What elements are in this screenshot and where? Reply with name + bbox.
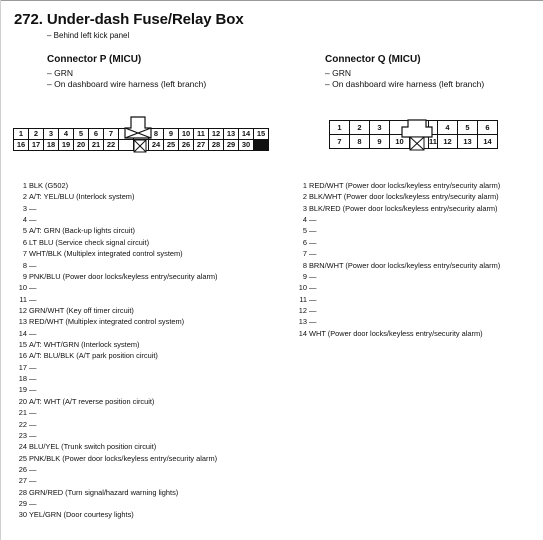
wire-description: — (29, 283, 37, 293)
wire-description: RED/WHT (Multiplex integrated control system) (29, 317, 185, 327)
pin-cell: 1 (14, 129, 28, 139)
wire-list-item (13, 328, 218, 339)
wire-pin-number: 12 (298, 305, 307, 315)
wire-description: RED/WHT (Power door locks/keyless entry/security alarm) (309, 181, 501, 190)
pin-cell: 9 (164, 129, 178, 139)
wire-pin-number: 10 (298, 283, 307, 293)
wire-list-item (13, 260, 218, 271)
wire-list-item (293, 237, 500, 248)
pin-cell: 26 (179, 140, 193, 150)
wire-list-item (13, 453, 218, 464)
pin-cell: 9 (370, 135, 389, 148)
wire-list-item (13, 203, 218, 214)
wire-list-item (13, 441, 218, 452)
wire-pin-number: 13 (298, 317, 307, 327)
connector-q-lock-tab (399, 117, 435, 151)
pin-cell: 13 (224, 129, 238, 139)
pin-cell: 2 (350, 121, 369, 134)
wire-list-item (13, 305, 218, 316)
wire-list-item (293, 191, 500, 202)
pin-cell: 2 (29, 129, 43, 139)
wire-list-item (13, 384, 218, 395)
pin-cell: 30 (239, 140, 253, 150)
wire-pin-number: 3 (302, 203, 307, 213)
wire-pin-number: 4 (302, 215, 307, 225)
pin-cell: 12 (209, 129, 223, 139)
wire-list-item (13, 294, 218, 305)
wire-list-item (293, 248, 500, 259)
wire-list-item (293, 282, 500, 293)
wire-pin-number: 14 (298, 328, 307, 338)
wire-description: — (29, 419, 37, 429)
wire-list-item (13, 509, 218, 520)
wire-pin-number: 24 (18, 442, 27, 452)
pin-cell: 5 (458, 121, 477, 134)
wire-pin-number: 27 (18, 476, 27, 486)
wire-list-item (293, 214, 500, 225)
wire-list-item (293, 294, 500, 305)
pin-cell: 8 (149, 129, 163, 139)
connector-q-heading: Connector Q (MICU) (325, 54, 421, 65)
wire-list-item (293, 305, 500, 316)
wire-description: A/T: BLU/BLK (A/T park position circuit) (29, 351, 158, 361)
wire-pin-number: 8 (302, 260, 307, 270)
wire-description: — (29, 328, 37, 338)
wire-pin-number: 5 (22, 226, 27, 236)
wire-description: — (309, 305, 317, 315)
wire-pin-number: 7 (302, 249, 307, 259)
frame-top-border (0, 0, 543, 1)
wire-pin-number: 9 (302, 271, 307, 281)
wire-description: LT BLU (Service check signal circuit) (29, 237, 150, 247)
wire-pin-number: 9 (22, 271, 27, 281)
pin-cell: 1 (330, 121, 349, 134)
frame-left-border (0, 0, 1, 540)
pin-cell: 14 (478, 135, 497, 148)
wire-description: — (29, 408, 37, 418)
wire-pin-number: 4 (22, 215, 27, 225)
wire-description: — (309, 237, 317, 247)
pin-cell: 11 (429, 135, 437, 148)
wire-description: — (29, 476, 37, 486)
wire-list-item (13, 248, 218, 259)
wire-pin-number: 6 (22, 237, 27, 247)
pin-cell: 3 (370, 121, 389, 134)
wire-description: — (309, 317, 317, 327)
wire-pin-number: 18 (18, 374, 27, 384)
wire-list-item (13, 282, 218, 293)
wire-pin-number: 20 (18, 396, 27, 406)
wire-description: A/T: WHT (A/T reverse position circuit) (29, 396, 155, 406)
wire-description: YEL/GRN (Door courtesy lights) (29, 510, 134, 520)
connector-p-wire-list (13, 180, 218, 521)
wire-pin-number: 12 (18, 305, 27, 315)
wire-pin-number: 11 (299, 294, 307, 304)
pin-cell: 4 (59, 129, 73, 139)
wire-pin-number: 11 (19, 294, 27, 304)
wire-list-item (13, 237, 218, 248)
wire-pin-number: 3 (22, 203, 27, 213)
pin-cell: 5 (74, 129, 88, 139)
wire-list-item (293, 180, 500, 191)
wire-description: BLK/RED (Power door locks/keyless entry/security alarm) (309, 203, 498, 213)
pin-cell: 7 (330, 135, 349, 148)
wire-pin-number: 29 (18, 499, 27, 509)
wire-description: — (309, 283, 317, 293)
wire-list-item (13, 316, 218, 327)
wire-description: — (309, 215, 317, 225)
pin-cell: 22 (104, 140, 118, 150)
wire-list-item (13, 225, 218, 236)
wire-description: GRN/RED (Turn signal/hazard warning lights) (29, 487, 179, 497)
wire-description: — (29, 260, 37, 270)
pin-cell: 18 (44, 140, 58, 150)
pin-cell: 29 (224, 140, 238, 150)
wire-description: — (29, 215, 37, 225)
wire-description: — (29, 362, 37, 372)
pin-cell: 20 (74, 140, 88, 150)
connector-p-heading: Connector P (MICU) (47, 54, 142, 65)
pin-cell: 4 (438, 121, 457, 134)
pin-cell: 25 (164, 140, 178, 150)
pin-cell: 24 (149, 140, 163, 150)
wire-pin-number: 13 (18, 317, 27, 327)
wire-pin-number: 16 (18, 351, 27, 361)
pin-cell: 12 (438, 135, 457, 148)
wire-description: PNK/BLK (Power door locks/keyless entry/security alarm) (29, 453, 218, 463)
wire-pin-number: 8 (22, 260, 27, 270)
wire-description: BLK (G502) (29, 181, 69, 190)
pin-cell: 6 (478, 121, 497, 134)
wire-pin-number: 17 (18, 362, 27, 372)
wire-list-item (13, 180, 218, 191)
connector-p-lock-tab (117, 115, 159, 153)
wire-description: — (309, 294, 317, 304)
pin-cell: 17 (29, 140, 43, 150)
connector-p-harness: – On dashboard wire harness (left branch) (47, 79, 207, 89)
wire-description: GRN/WHT (Key off timer circuit) (29, 305, 134, 315)
wire-description: PNK/BLU (Power door locks/keyless entry/security alarm) (29, 271, 218, 281)
wire-list-item (13, 373, 218, 384)
wire-list-item (293, 328, 500, 339)
wire-description: — (309, 249, 317, 259)
pin-cell: 27 (194, 140, 208, 150)
pin-cell: 7 (104, 129, 118, 139)
wire-list-item (13, 498, 218, 509)
wire-description: — (29, 430, 37, 440)
pin-cell: 16 (14, 140, 28, 150)
wire-description: — (29, 385, 37, 395)
wire-pin-number: 6 (302, 237, 307, 247)
pin-cell: 15 (254, 129, 268, 139)
wire-description: WHT/BLK (Multiplex integrated control system) (29, 249, 183, 259)
wire-list-item (13, 191, 218, 202)
wire-list-item (293, 225, 500, 236)
page-title: 272. Under-dash Fuse/Relay Box (14, 11, 244, 28)
wire-pin-number: 5 (302, 226, 307, 236)
wire-description: WHT (Power door locks/keyless entry/security alarm) (309, 328, 483, 338)
wire-description: BRN/WHT (Power door locks/keyless entry/security alarm) (309, 260, 501, 270)
pin-cell: 19 (59, 140, 73, 150)
pin-cell: 21 (89, 140, 103, 150)
wire-description: BLU/YEL (Trunk switch position circuit) (29, 442, 157, 452)
wire-pin-number: 1 (22, 181, 27, 190)
wire-list-item (293, 260, 500, 271)
wire-pin-number: 7 (22, 249, 27, 259)
wire-list-item (13, 419, 218, 430)
wire-pin-number: 28 (18, 487, 27, 497)
wire-list-item (13, 475, 218, 486)
wire-pin-number: 23 (18, 430, 27, 440)
connector-p-color: – GRN (47, 68, 73, 78)
connector-q-wire-list (293, 180, 500, 339)
wire-description: — (29, 464, 37, 474)
connector-q-harness: – On dashboard wire harness (left branch) (325, 79, 485, 89)
wire-description: BLK/WHT (Power door locks/keyless entry/security alarm) (309, 192, 499, 202)
wire-description: — (29, 294, 37, 304)
wire-pin-number: 22 (18, 419, 27, 429)
page-subtitle: – Behind left kick panel (47, 31, 130, 40)
wire-pin-number: 2 (22, 192, 27, 202)
pin-cell: 14 (239, 129, 253, 139)
pin-cell: 10 (390, 135, 409, 148)
wire-description: A/T: YEL/BLU (Interlock system) (29, 192, 135, 202)
wire-list-item (13, 430, 218, 441)
connector-q-color: – GRN (325, 68, 351, 78)
wire-list-item (293, 271, 500, 282)
wire-list-item (13, 271, 218, 282)
wire-pin-number: 30 (18, 510, 27, 520)
pin-cell: 6 (89, 129, 103, 139)
pin-cell: 13 (458, 135, 477, 148)
wire-list-item (293, 203, 500, 214)
wire-pin-number: 2 (302, 192, 307, 202)
wire-list-item (13, 487, 218, 498)
wire-pin-number: 14 (18, 328, 27, 338)
wire-pin-number: 10 (18, 283, 27, 293)
pin-cell: 10 (179, 129, 193, 139)
wire-description: — (309, 226, 317, 236)
wire-list-item (293, 316, 500, 327)
wire-list-item (13, 464, 218, 475)
wire-list-item (13, 350, 218, 361)
pin-cell: 8 (350, 135, 369, 148)
wire-description: A/T: WHT/GRN (Interlock system) (29, 340, 140, 350)
wire-list-item (13, 362, 218, 373)
wire-pin-number: 25 (18, 453, 27, 463)
wire-pin-number: 26 (18, 464, 27, 474)
wire-pin-number: 1 (302, 181, 307, 190)
wire-pin-number: 21 (18, 408, 27, 418)
wire-pin-number: 19 (18, 385, 27, 395)
wire-description: — (29, 203, 37, 213)
wire-description: A/T: GRN (Back-up lights circuit) (29, 226, 135, 236)
wire-list-item (13, 407, 218, 418)
wire-list-item (13, 339, 218, 350)
wire-pin-number: 15 (18, 340, 27, 350)
wire-list-item (13, 396, 218, 407)
wire-description: — (309, 271, 317, 281)
pin-cell: 11 (194, 129, 208, 139)
wire-description: — (29, 374, 37, 384)
pin-cell: 3 (44, 129, 58, 139)
pin-cell: 28 (209, 140, 223, 150)
wire-list-item (13, 214, 218, 225)
wire-description: — (29, 499, 37, 509)
